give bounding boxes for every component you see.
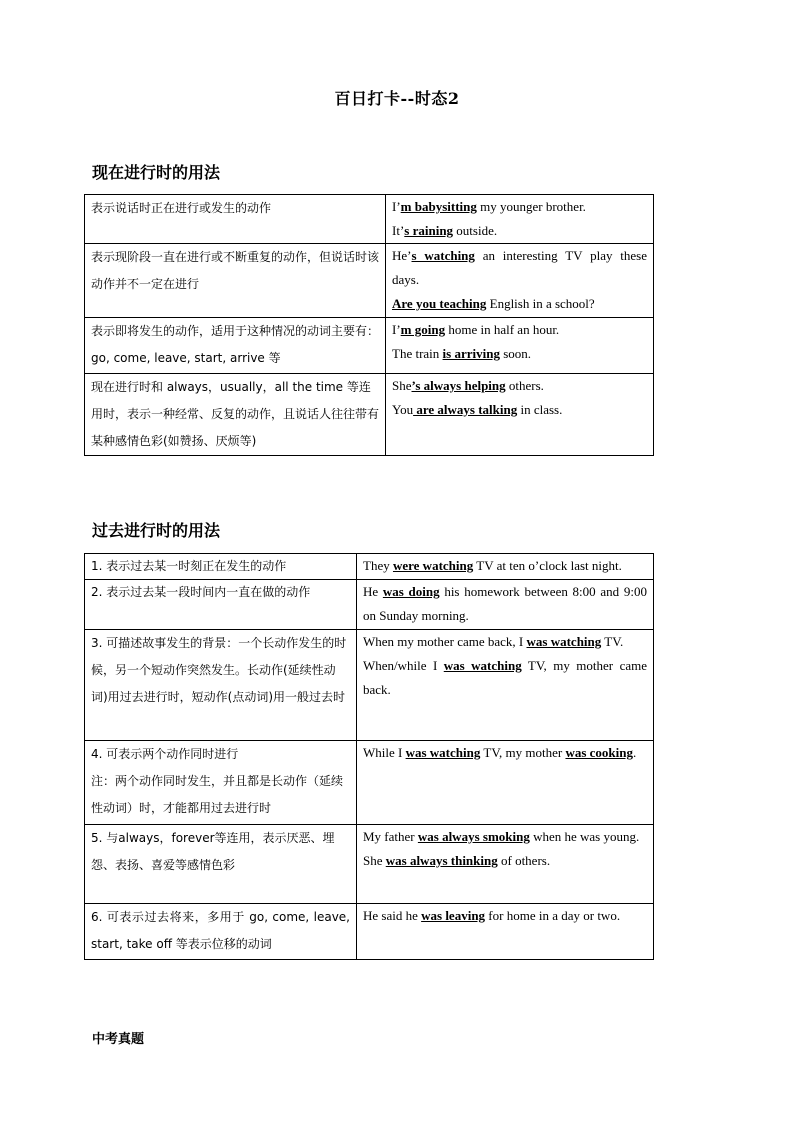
example-line: I’m going home in half an hour. bbox=[392, 322, 560, 337]
example-line: When my mother came back, I was watching TV. bbox=[363, 634, 624, 649]
usage-cell: 1. 表示过去某一时刻正在发生的动作 bbox=[85, 554, 357, 580]
example-line: Are you teaching English in a school? bbox=[392, 296, 595, 311]
table-row bbox=[85, 580, 654, 630]
example-line: It’s raining outside. bbox=[392, 223, 498, 238]
table-row bbox=[85, 825, 654, 904]
example-line: She’s always helping others. bbox=[392, 378, 544, 393]
usage-cell: 3. 可描述故事发生的背景：一个长动作发生的时候，另一个短动作突然发生。长动作(延续性动词)用过去进行时，短动作(点动词)用一般过去时 bbox=[85, 630, 357, 741]
example-line: You are always talking in class. bbox=[392, 402, 563, 417]
example-cell: While I was watching TV, my mother was cooking. bbox=[357, 741, 654, 825]
usage-cell: 表示现阶段一直在进行或不断重复的动作，但说话时该动作并不一定在进行 bbox=[85, 244, 386, 318]
table-row bbox=[85, 244, 654, 318]
example-cell bbox=[357, 904, 654, 960]
section-heading-past-continuous: 过去进行时的用法 bbox=[92, 521, 221, 540]
example-line: She was always thinking of others. bbox=[363, 853, 551, 868]
present-continuous-table bbox=[84, 194, 654, 456]
usage-note: 注：两个动作同时发生，并且都是长动作（延续性动词）时，才能都用过去进行时 bbox=[91, 774, 344, 815]
table-row bbox=[85, 904, 654, 960]
table-row bbox=[85, 195, 654, 244]
example-line: When/while I was watching TV, my mother came back. bbox=[363, 658, 647, 697]
example-line: The train is arriving soon. bbox=[392, 346, 532, 361]
usage-cell: 6. 可表示过去将来，多用于 go, come, leave, start, take off 等表示位移的动词 bbox=[85, 904, 357, 960]
example-cell bbox=[386, 374, 654, 456]
example-cell bbox=[386, 195, 654, 244]
example-line: My father was always smoking when he was young. bbox=[363, 829, 640, 844]
usage-cell: 现在进行时和 always，usually，all the time 等连用时，表示一种经常、反复的动作，且说话人往往带有某种感情色彩(如赞扬、厌烦等) bbox=[85, 374, 386, 456]
example-cell bbox=[357, 630, 654, 741]
usage-cell: 2. 表示过去某一段时间内一直在做的动作 bbox=[85, 580, 357, 630]
usage-cell: 表示即将发生的动作，适用于这种情况的动词主要有：go, come, leave, start, arrive 等 bbox=[85, 318, 386, 374]
usage-cell: 4. 可表示两个动作同时进行 注：两个动作同时发生，并且都是长动作（延续性动词）时，才能都用过去进行时 bbox=[85, 741, 357, 825]
example-cell bbox=[357, 554, 654, 580]
example-line: He said he was leaving for home in a day or two. bbox=[363, 908, 621, 923]
table-row bbox=[85, 630, 654, 741]
table-row bbox=[85, 374, 654, 456]
section-heading-present-continuous: 现在进行时的用法 bbox=[92, 163, 221, 182]
example-cell bbox=[386, 318, 654, 374]
page-title: 百日打卡--时态2 bbox=[334, 89, 460, 108]
table-row bbox=[85, 318, 654, 374]
footer-heading: 中考真题 bbox=[92, 1032, 145, 1047]
example-line: I’m babysitting my younger brother. bbox=[392, 199, 586, 214]
table-row bbox=[85, 741, 654, 825]
usage-cell: 5. 与always，forever等连用，表示厌恶、埋怨、表扬、喜爱等感情色彩 bbox=[85, 825, 357, 904]
usage-cell: 表示说话时正在进行或发生的动作 bbox=[85, 195, 386, 244]
past-continuous-table bbox=[84, 553, 654, 960]
example-cell bbox=[357, 825, 654, 904]
example-cell: He was doing his homework between 8:00 and 9:00 on Sunday morning. bbox=[357, 580, 654, 630]
example-line: They were watching TV at ten o’clock last night. bbox=[363, 558, 622, 573]
table-row bbox=[85, 554, 654, 580]
example-line: He’s watching an interesting TV play these days. bbox=[392, 248, 647, 287]
example-cell bbox=[386, 244, 654, 318]
